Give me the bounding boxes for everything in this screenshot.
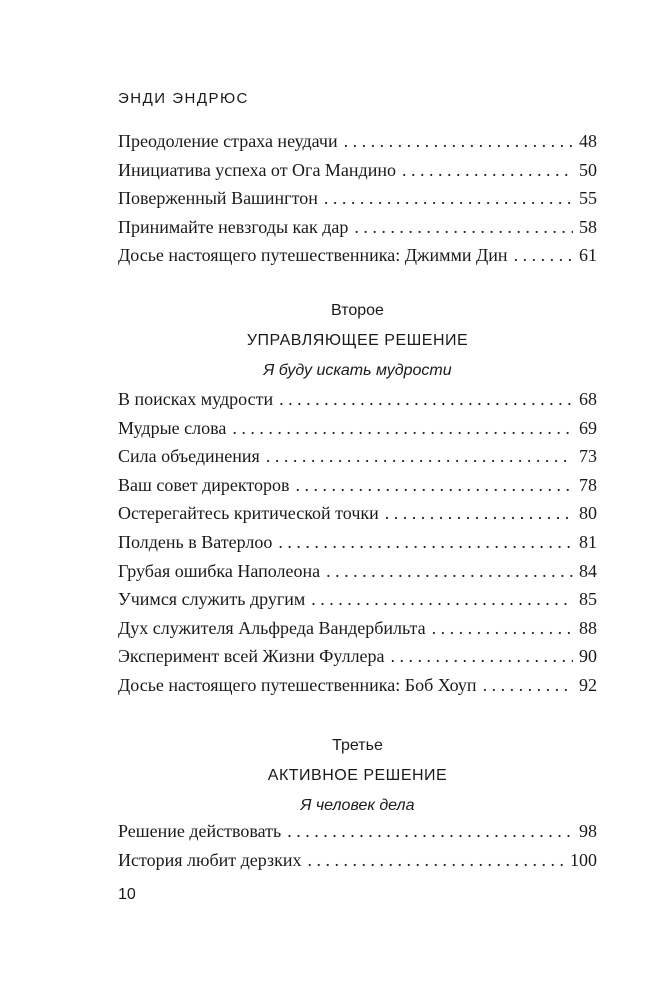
toc-entry-title: Грубая ошибка Наполеона — [118, 560, 321, 581]
dot-leader — [279, 385, 573, 414]
dot-leader — [296, 471, 573, 500]
section-number: Третье — [332, 737, 383, 754]
toc-entry-title: Учимся служить другим — [118, 589, 306, 610]
toc-entry-title: Остерегайтесь критической точки — [118, 503, 379, 524]
toc-entry-page: 48 — [579, 131, 597, 151]
dot-leader — [287, 817, 573, 846]
toc-entry-title: Досье настоящего путешественника: Джимми Дин — [118, 245, 508, 266]
toc-entry-title: Эксперимент всей Жизни Фуллера — [118, 646, 385, 667]
toc-entry-page: 81 — [579, 531, 597, 552]
dot-leader — [385, 499, 573, 528]
toc-entry[interactable] — [118, 184, 597, 213]
toc-entry[interactable] — [118, 442, 597, 471]
dot-leader — [266, 442, 573, 471]
toc-entry-page: 100 — [570, 849, 597, 870]
toc-entry-title: Решение действовать — [118, 821, 282, 841]
running-head: ЭНДИ ЭНДРЮС — [118, 90, 249, 107]
page-number: 10 — [118, 886, 136, 903]
toc-group-1 — [118, 127, 597, 270]
toc-entry[interactable] — [118, 528, 597, 557]
toc-entry-page: 69 — [579, 417, 597, 438]
dot-leader — [483, 671, 573, 700]
dot-leader — [232, 414, 573, 443]
dot-leader — [354, 213, 573, 242]
toc-entry-title: История любит дерзких — [118, 849, 302, 870]
toc-entry-title: Дух служителя Альфреда Вандербильта — [118, 617, 426, 638]
toc-entry[interactable] — [118, 127, 597, 156]
toc-entry-page: 90 — [579, 646, 597, 667]
toc-entry[interactable] — [118, 213, 597, 242]
toc-group-2 — [118, 385, 597, 700]
section-heading-3 — [118, 731, 597, 821]
toc-entry-title: Досье настоящего путешественника: Боб Хоуп — [118, 674, 477, 695]
toc-entry[interactable] — [118, 499, 597, 528]
dot-leader — [311, 585, 573, 614]
toc-entry-title: Принимайте невзгоды как дар — [118, 216, 349, 237]
dot-leader — [344, 127, 573, 156]
dot-leader — [402, 156, 573, 185]
section-heading-2 — [118, 296, 597, 386]
toc-entry[interactable] — [118, 241, 597, 270]
toc-entry[interactable] — [118, 817, 597, 846]
toc-entry-title: В поисках мудрости — [118, 389, 274, 409]
toc-entry-page: 98 — [579, 821, 597, 841]
toc-entry-page: 50 — [579, 159, 597, 180]
toc-entry[interactable] — [118, 471, 597, 500]
toc-entry-title: Полдень в Ватерлоо — [118, 531, 273, 552]
toc-entry-page: 92 — [579, 674, 597, 695]
section-motto: Я человек дела — [300, 797, 415, 814]
toc-entry-page: 55 — [579, 188, 597, 209]
section-name: УПРАВЛЯЮЩЕЕ РЕШЕНИЕ — [246, 332, 469, 349]
section-name: АКТИВНОЕ РЕШЕНИЕ — [267, 767, 448, 784]
toc-entry-page: 85 — [579, 589, 597, 610]
toc-entry-page: 58 — [579, 216, 597, 237]
toc-entry-page: 61 — [579, 245, 597, 266]
dot-leader — [326, 557, 573, 586]
dot-leader — [514, 241, 573, 270]
toc-entry-page: 88 — [579, 617, 597, 638]
toc-entry[interactable] — [118, 585, 597, 614]
dot-leader — [278, 528, 573, 557]
toc-entry-title: Инициатива успеха от Ога Мандино — [118, 159, 396, 180]
toc-entry[interactable] — [118, 156, 597, 185]
toc-entry[interactable] — [118, 671, 597, 700]
dot-leader — [307, 846, 564, 875]
toc-entry[interactable] — [118, 846, 597, 875]
toc-entry-page: 68 — [579, 389, 597, 409]
toc-entry-title: Мудрые слова — [118, 417, 227, 438]
dot-leader — [432, 614, 573, 643]
toc-group-3 — [118, 817, 597, 874]
toc-entry-page: 80 — [579, 503, 597, 524]
toc-entry[interactable] — [118, 414, 597, 443]
toc-entry[interactable] — [118, 614, 597, 643]
toc-entry-title: Ваш совет директоров — [118, 474, 290, 495]
section-motto: Я буду искать мудрости — [263, 362, 452, 379]
toc-entry-title: Преодоление страха неудачи — [118, 131, 338, 151]
toc-entry-page: 84 — [579, 560, 597, 581]
toc-entry[interactable] — [118, 557, 597, 586]
toc-entry-page: 78 — [579, 474, 597, 495]
toc-entry[interactable] — [118, 642, 597, 671]
toc-entry-title: Сила объединения — [118, 446, 260, 467]
dot-leader — [391, 642, 573, 671]
toc-entry[interactable] — [118, 385, 597, 414]
toc-entry-page: 73 — [579, 446, 597, 467]
dot-leader — [324, 184, 573, 213]
toc-entry-title: Поверженный Вашингтон — [118, 188, 318, 209]
section-number: Второе — [331, 302, 384, 319]
